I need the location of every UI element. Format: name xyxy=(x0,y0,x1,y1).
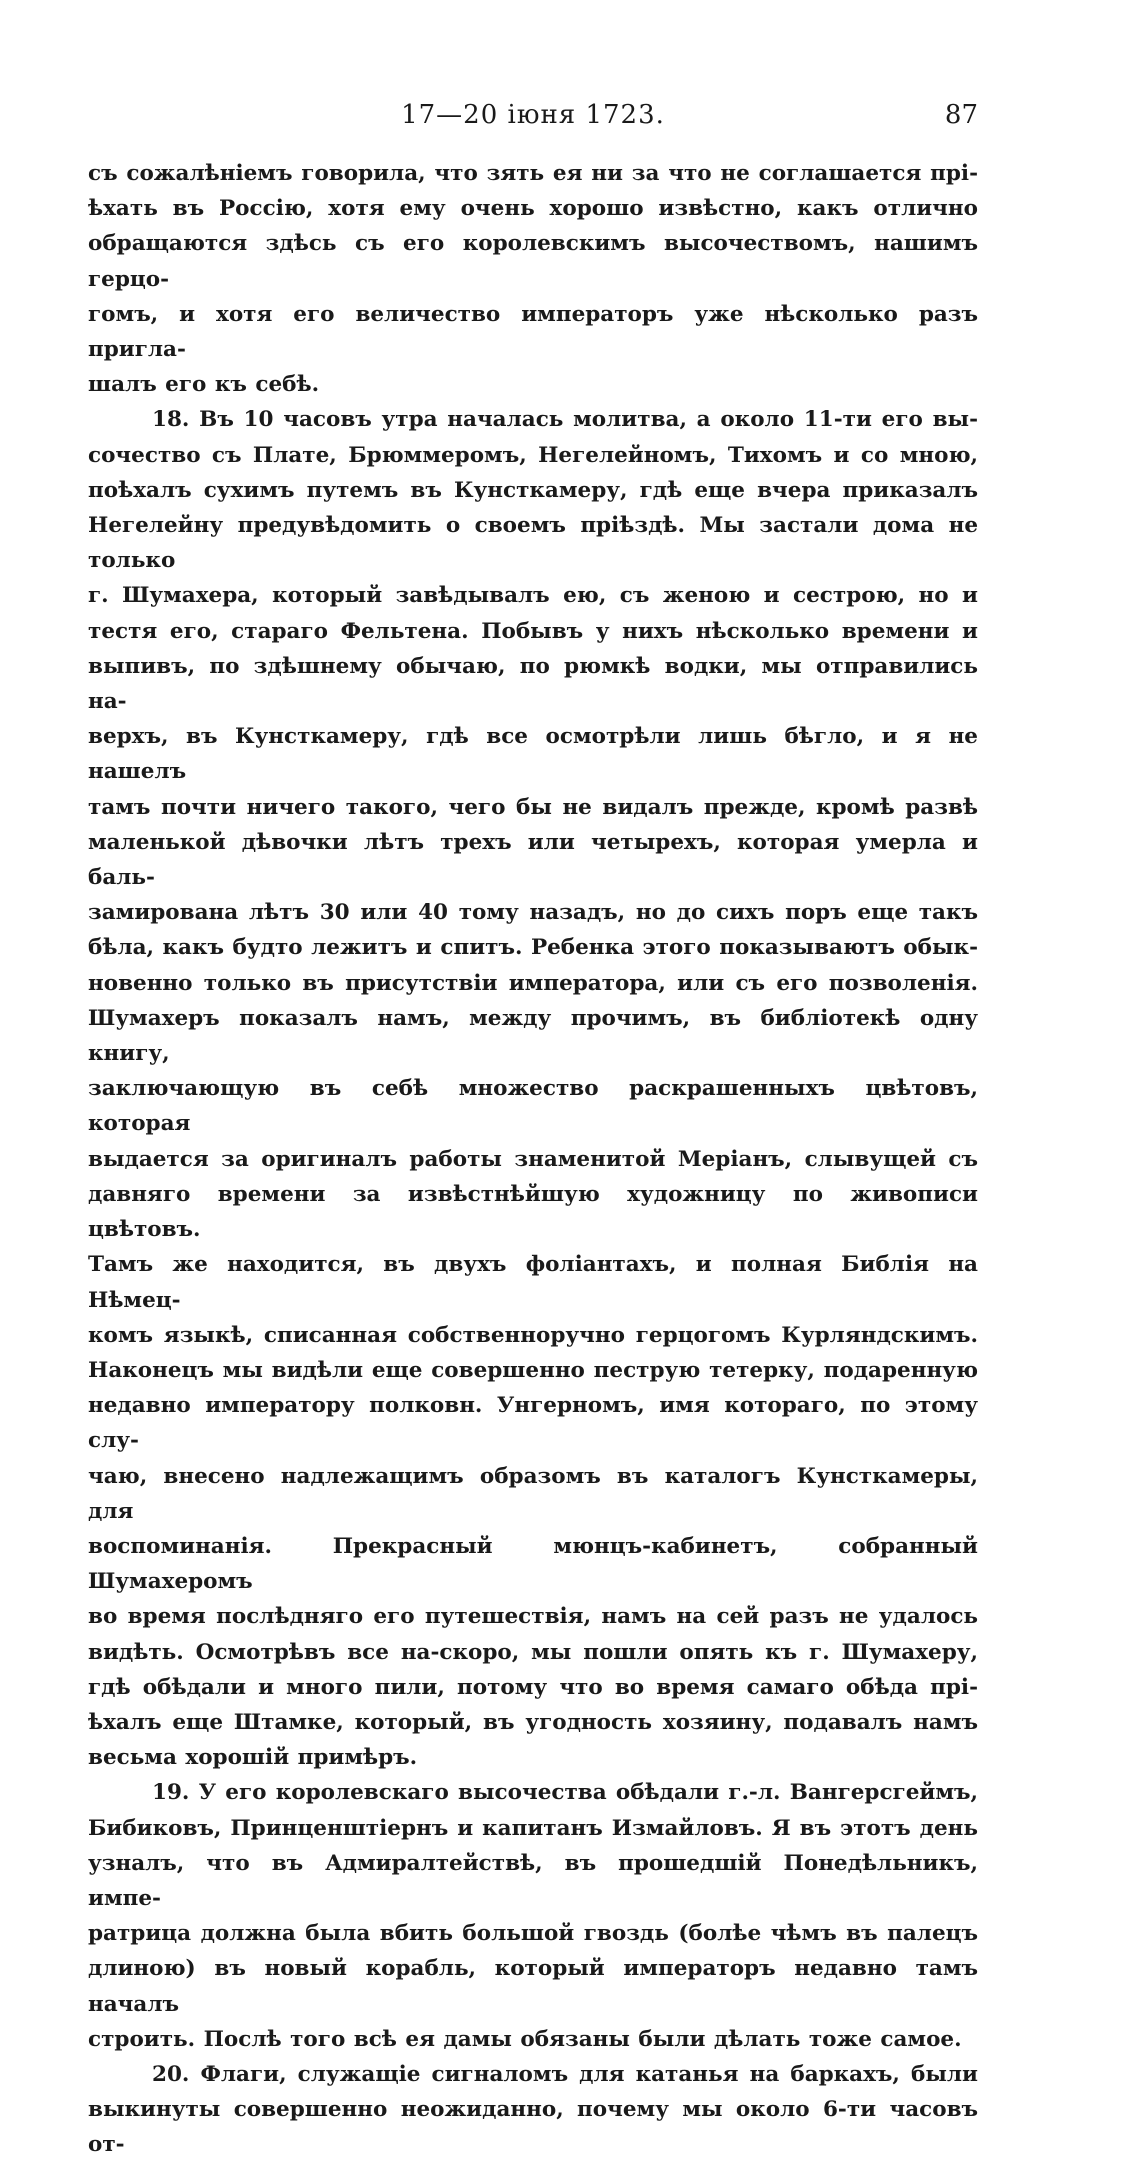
text-line: ѣхать въ Россію, хотя ему очень хорошо извѣстно, какъ отлично xyxy=(88,196,978,222)
text-line: выкинуты совершенно неожиданно, почему мы около 6-ти часовъ от- xyxy=(88,2097,978,2158)
text-line: видѣть. Осмотрѣвъ все на-скоро, мы пошли опять къ г. Шумахеру, xyxy=(88,1639,978,1665)
page-number: 87 xyxy=(944,100,978,130)
text-line: шалъ его къ себѣ. xyxy=(88,372,320,398)
text-line: Наконецъ мы видѣли еще совершенно пеструю тетерку, подаренную xyxy=(88,1357,978,1383)
text-line: весьма хорошій примѣръ. xyxy=(88,1745,418,1771)
text-line: длиною) въ новый корабль, который императоръ недавно тамъ началъ xyxy=(88,1956,978,2017)
text-line: съ сожалѣніемъ говорила, что зять ея ни за что не соглашается прі- xyxy=(88,161,978,186)
text-line: Шумахеръ показалъ намъ, между прочимъ, въ библіотекѣ одну книгу, xyxy=(88,1005,978,1067)
text-line: тамъ почти ничего такого, чего бы не видалъ прежде, кромѣ развѣ xyxy=(88,794,978,820)
text-line: воспоминанія. Прекрасный мюнцъ-кабинетъ, собранный Шумахеромъ xyxy=(88,1533,978,1595)
text-line: Тамъ же находится, въ двухъ фоліантахъ, и полная Библія на Нѣмец- xyxy=(88,1252,978,1313)
text-line: маленькой дѣвочки лѣтъ трехъ или четырехъ, которая умерла и баль- xyxy=(88,829,978,891)
text-line: узналъ, что въ Адмиралтействѣ, въ прошедшій Понедѣльникъ, импе- xyxy=(88,1850,978,1911)
text-line: обращаются здѣсь съ его королевскимъ высочествомъ, нашимъ герцо- xyxy=(88,231,978,292)
document-page xyxy=(88,100,978,2163)
text-line: гомъ, и хотя его величество императоръ уже нѣсколько разъ пригла- xyxy=(88,301,978,363)
text-line: заключающую въ себѣ множество раскрашенныхъ цвѣтовъ, которая xyxy=(88,1076,978,1137)
page-header xyxy=(88,100,978,156)
text-line: замирована лѣтъ 30 или 40 тому назадъ, но до сихъ поръ еще такъ xyxy=(88,900,978,926)
text-line: недавно императору полковн. Унгерномъ, имя котораго, по этому слу- xyxy=(88,1393,978,1454)
text-line: сочество съ Плате, Брюммеромъ, Негелейномъ, Тихомъ и со мною, xyxy=(88,442,978,468)
text-line: выпивъ, по здѣшнему обычаю, по рюмкѣ водки, мы отправились на- xyxy=(88,653,978,715)
header-date: 17—20 іюня 1723. xyxy=(401,100,665,130)
body-text xyxy=(88,156,978,2163)
text-line: верхъ, въ Кунсткамеру, гдѣ все осмотрѣли лишь бѣгло, и я не нашелъ xyxy=(88,724,978,785)
text-line: 19. У его королевскаго высочества обѣдали г.-л. Вангерсгеймъ, xyxy=(152,1780,978,1806)
text-line: ѣхалъ еще Штамке, который, въ угодность хозяину, подавалъ намъ xyxy=(88,1709,978,1735)
text-line: г. Шумахера, который завѣдывалъ ею, съ женою и сестрою, но и xyxy=(88,583,978,609)
text-line: чаю, внесено надлежащимъ образомъ въ каталогъ Кунсткамеры, для xyxy=(88,1463,978,1524)
text-line: бѣла, какъ будто лежитъ и спитъ. Ребенка этого показываютъ обык- xyxy=(88,935,978,961)
text-line: гдѣ обѣдали и много пили, потому что во время самаго обѣда прі- xyxy=(88,1674,978,1700)
text-line: тестя его, стараго Фельтена. Побывъ у нихъ нѣсколько времени и xyxy=(88,618,978,644)
text-line: 18. Въ 10 часовъ утра началась молитва, а около 11-ти его вы- xyxy=(152,407,978,433)
text-line: выдается за оригиналъ работы знаменитой Меріанъ, слывущей съ xyxy=(88,1146,978,1172)
text-line: во время послѣдняго его путешествія, намъ на сей разъ не удалось xyxy=(88,1604,978,1630)
text-line: 20. Флаги, служащіе сигналомъ для катанья на баркахъ, были xyxy=(152,2061,978,2087)
text-line: ратрица должна была вбить большой гвоздь (болѣе чѣмъ въ палецъ xyxy=(88,1921,978,1947)
text-line: Бибиковъ, Принценштіернъ и капитанъ Измайловъ. Я въ этотъ день xyxy=(88,1815,978,1841)
text-line: поѣхалъ сухимъ путемъ въ Кунсткамеру, гдѣ еще вчера приказалъ xyxy=(88,477,978,503)
text-line: строить. Послѣ того всѣ ея дамы обязаны были дѣлать тоже самое. xyxy=(88,2026,962,2052)
text-line: новенно только въ присутствіи императора, или съ его позволенія. xyxy=(88,970,978,996)
text-line: давняго времени за извѣстнѣйшую художницу по живописи цвѣтовъ. xyxy=(88,1181,978,1243)
text-line: Негелейну предувѣдомить о своемъ пріѣздѣ. Мы застали дома не только xyxy=(88,513,978,574)
text-line: комъ языкѣ, списанная собственноручно герцогомъ Курляндскимъ. xyxy=(88,1322,978,1348)
